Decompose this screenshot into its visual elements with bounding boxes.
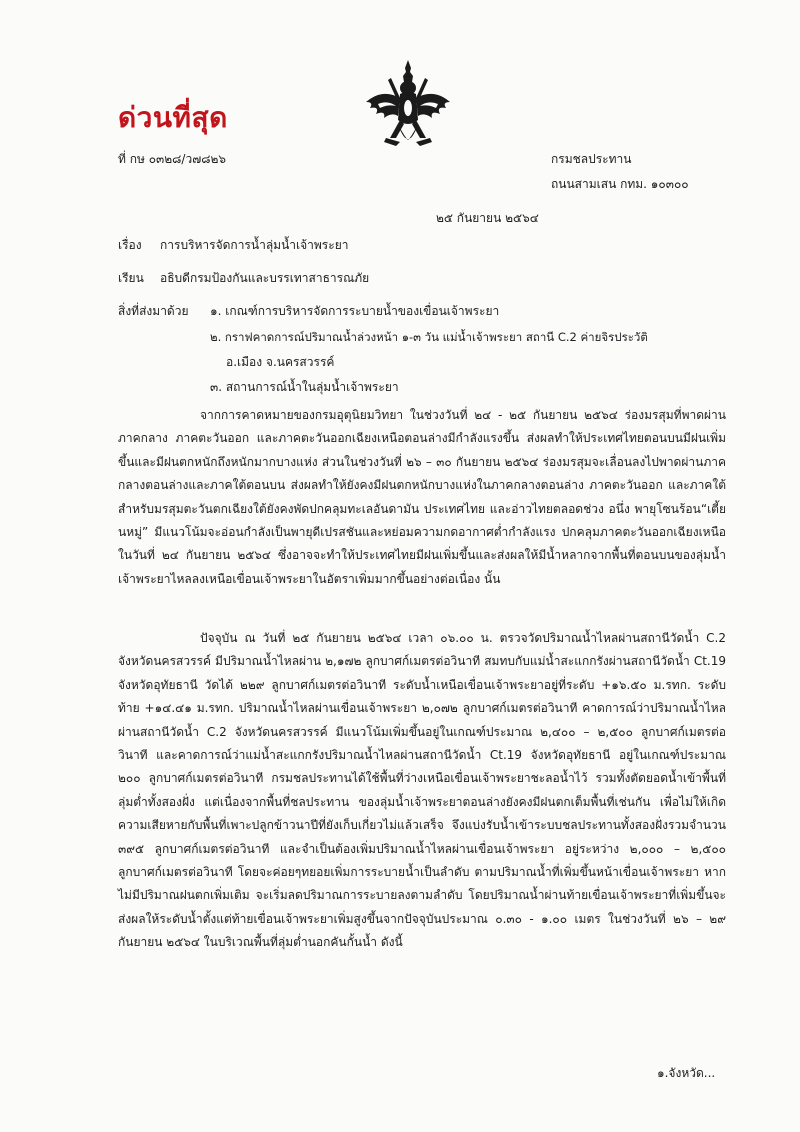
subject-text: การบริหารจัดการน้ำลุ่มน้ำเจ้าพระยา xyxy=(160,238,349,252)
enclosure-item: ๓. สถานการณ์น้ำในลุ่มน้ำเจ้าพระยา xyxy=(210,380,399,394)
sender-organization: กรมชลประทาน xyxy=(551,152,632,166)
subject-label: เรื่อง xyxy=(118,238,142,252)
body-paragraph: ปัจจุบัน ณ วันที่ ๒๕ กันยายน ๒๕๖๔ เวลา ๐๖.๐๐ น. ตรวจวัดปริมาณน้ำไหลผ่านสถานีวัดน้ำ C.2 จังหวัดนครสวรรค์ มีปริมาณน้ำไหลผ่าน ๒,๑๗๒ ลูกบาศก์เมตรต่อวินาที สมทบกับแม่น้ำสะแกกรังผ่านสถานีวัดน้ำ Ct.19 จังหวัดอุทัยธานี วัดได้ ๒๒๙ ลูกบาศก์เมตรต่อวินาที ระดับน้ำเหนือเขื่อนเจ้าพระยาอยู่ที่ระดับ +๑๖.๕๐ ม.รทก. ระดับท้าย +๑๔.๔๑ ม.รทก. ปริมาณน้ำไหลผ่านเขื่อนเจ้าพระยา ๒,๐๗๒ ลูกบาศก์เมตรต่อวินาที คาดการณ์ว่าปริมาณน้ำไหลผ่านสถานีวัดน้ำ C.2 จังหวัดนครสวรรค์ มีแนวโน้มเพิ่มขึ้นอยู่ในเกณฑ์ประมาณ ๒,๔๐๐ – ๒,๕๐๐ ลูกบาศก์เมตรต่อวินาที และคาดการณ์ว่าแม่น้ำสะแกกรังปริมาณน้ำไหลผ่านสถานีวัดน้ำ Ct.19 จังหวัดอุทัยธานี อยู่ในเกณฑ์ประมาณ ๒๐๐ ลูกบาศก์เมตรต่อวินาที กรมชลประทานได้ใช้พื้นที่ว่างเหนือเขื่อนเจ้าพระยาชะลอน้ำไว้ รวมทั้งตัดยอดน้ำเข้าพื้นที่ลุ่มต่ำทั้งสองฝั่ง แต่เนื่องจากพื้นที่ชลประทาน ของลุ่มน้ำเจ้าพระยาตอนล่างยังคงมีฝนตกเต็มพื้นที่เช่นกัน เพื่อไม่ให้เกิดความเสียหายกับพื้นที่เพาะปลูกข้าวนาปีที่ยังเก็บเกี่ยวไม่แล้วเสร็จ จึงแบ่งรับน้ำเข้าระบบชลประทานทั้งสองฝั่งรวมจำนวน ๓๙๕ ลูกบาศก์เมตรต่อวินาที และจำเป็นต้องเพิ่มปริมาณน้ำไหลผ่านเขื่อนเจ้าพระยา อยู่ระหว่าง ๒,๐๐๐ – ๒,๕๐๐ ลูกบาศก์เมตรต่อวินาที โดยจะค่อยๆทยอยเพิ่มการระบายน้ำเป็นลำดับ ตามปริมาณน้ำที่เพิ่มขึ้นหน้าเขื่อนเจ้าพระยา หากไม่มีปริมาณฝนตกเพิ่มเติม จะเริ่มลดปริมาณการระบายลงตามลำดับ โดยปริมาณน้ำผ่านท้ายเขื่อนเจ้าพระยาที่เพิ่มขึ้นจะส่งผลให้ระดับน้ำตั้งแต่ท้ายเขื่อนเจ้าพระยาเพิ่มสูงขึ้นจากปัจจุบันประมาณ ๐.๓๐ - ๑.๐๐ เมตร ในช่วงวันที่ ๒๖ – ๒๙ กันยายน ๒๕๖๔ ในบริเวณพื้นที่ลุ่มต่ำนอกคันกั้นน้ำ ดังนี้ xyxy=(118,631,726,950)
body-paragraph: จากการคาดหมายของกรมอุตุนิยมวิทยา ในช่วงวันที่ ๒๔ - ๒๕ กันยายน ๒๕๖๔ ร่องมรสุมที่พาดผ่านภาคกลาง ภาคตะวันออก และภาคตะวันออกเฉียงเหนือตอนล่างมีกำลังแรงขึ้น ส่งผลทำให้ประเทศไทยตอนบนมีฝนเพิ่มขึ้นและมีฝนตกหนักถึงหนักมากบางแห่ง ส่วนในช่วงวันที่ ๒๖ – ๓๐ กันยายน ๒๕๖๔ ร่องมรสุมจะเลื่อนลงไปพาดผ่านภาคกลางตอนล่างและภาคใต้ตอนบน ส่งผลทำให้ยังคงมีฝนตกหนักบางแห่งในภาคกลางตอนล่าง ภาคตะวันออก และภาคใต้ สำหรับมรสุมตะวันตกเฉียงใต้ยังคงพัดปกคลุมทะเลอันดามัน ประเทศไทย และอ่าวไทยตลอดช่วง อนึ่ง พายุโซนร้อน“เตี้ยนหมู่” มีแนวโน้มจะอ่อนกำลังเป็นพายุดีเปรสชันและหย่อมความกดอากาศต่ำกำลังแรง ปกคลุมภาคตะวันออกเฉียงเหนือในวันที่ ๒๔ กันยายน ๒๕๖๔ ซึ่งอาจจะทำให้ประเทศไทยมีฝนเพิ่มขึ้นและส่งผลให้มีน้ำหลากจากพื้นที่ตอนบนของลุ่มน้ำเจ้าพระยาไหลลงเหนือเขื่อนเจ้าพระยาในอัตราเพิ่มมากขึ้นอย่างต่อเนื่อง นั้น xyxy=(118,408,726,586)
reference-number: ที่ กษ ๐๓๒๘/ว๗๘๒๖ xyxy=(118,152,226,166)
document-date: ๒๕ กันยายน ๒๕๖๔ xyxy=(436,211,539,225)
recipient-text: อธิบดีกรมป้องกันและบรรเทาสาธารณภัย xyxy=(160,271,370,285)
urgency-label: ด่วนที่สุด xyxy=(118,101,228,134)
page-continuation: ๑.จังหวัด... xyxy=(657,1066,716,1080)
enclosure-item: ๒. กราฟคาดการณ์ปริมาณน้ำล่วงหน้า ๑-๓ วัน แม่น้ำเจ้าพระยา สถานี C.2 ค่ายจิรประวัติ xyxy=(210,330,648,344)
enclosure-item: ๑. เกณฑ์การบริหารจัดการระบายน้ำของเขื่อนเจ้าพระยา xyxy=(210,304,500,318)
enclosure-item-continued: อ.เมือง จ.นครสวรรค์ xyxy=(226,355,335,369)
garuda-emblem-icon xyxy=(360,58,456,158)
recipient-label: เรียน xyxy=(118,271,144,285)
enclosures-label: สิ่งที่ส่งมาด้วย xyxy=(118,304,189,318)
sender-address: ถนนสามเสน กทม. ๑๐๓๐๐ xyxy=(551,177,689,191)
